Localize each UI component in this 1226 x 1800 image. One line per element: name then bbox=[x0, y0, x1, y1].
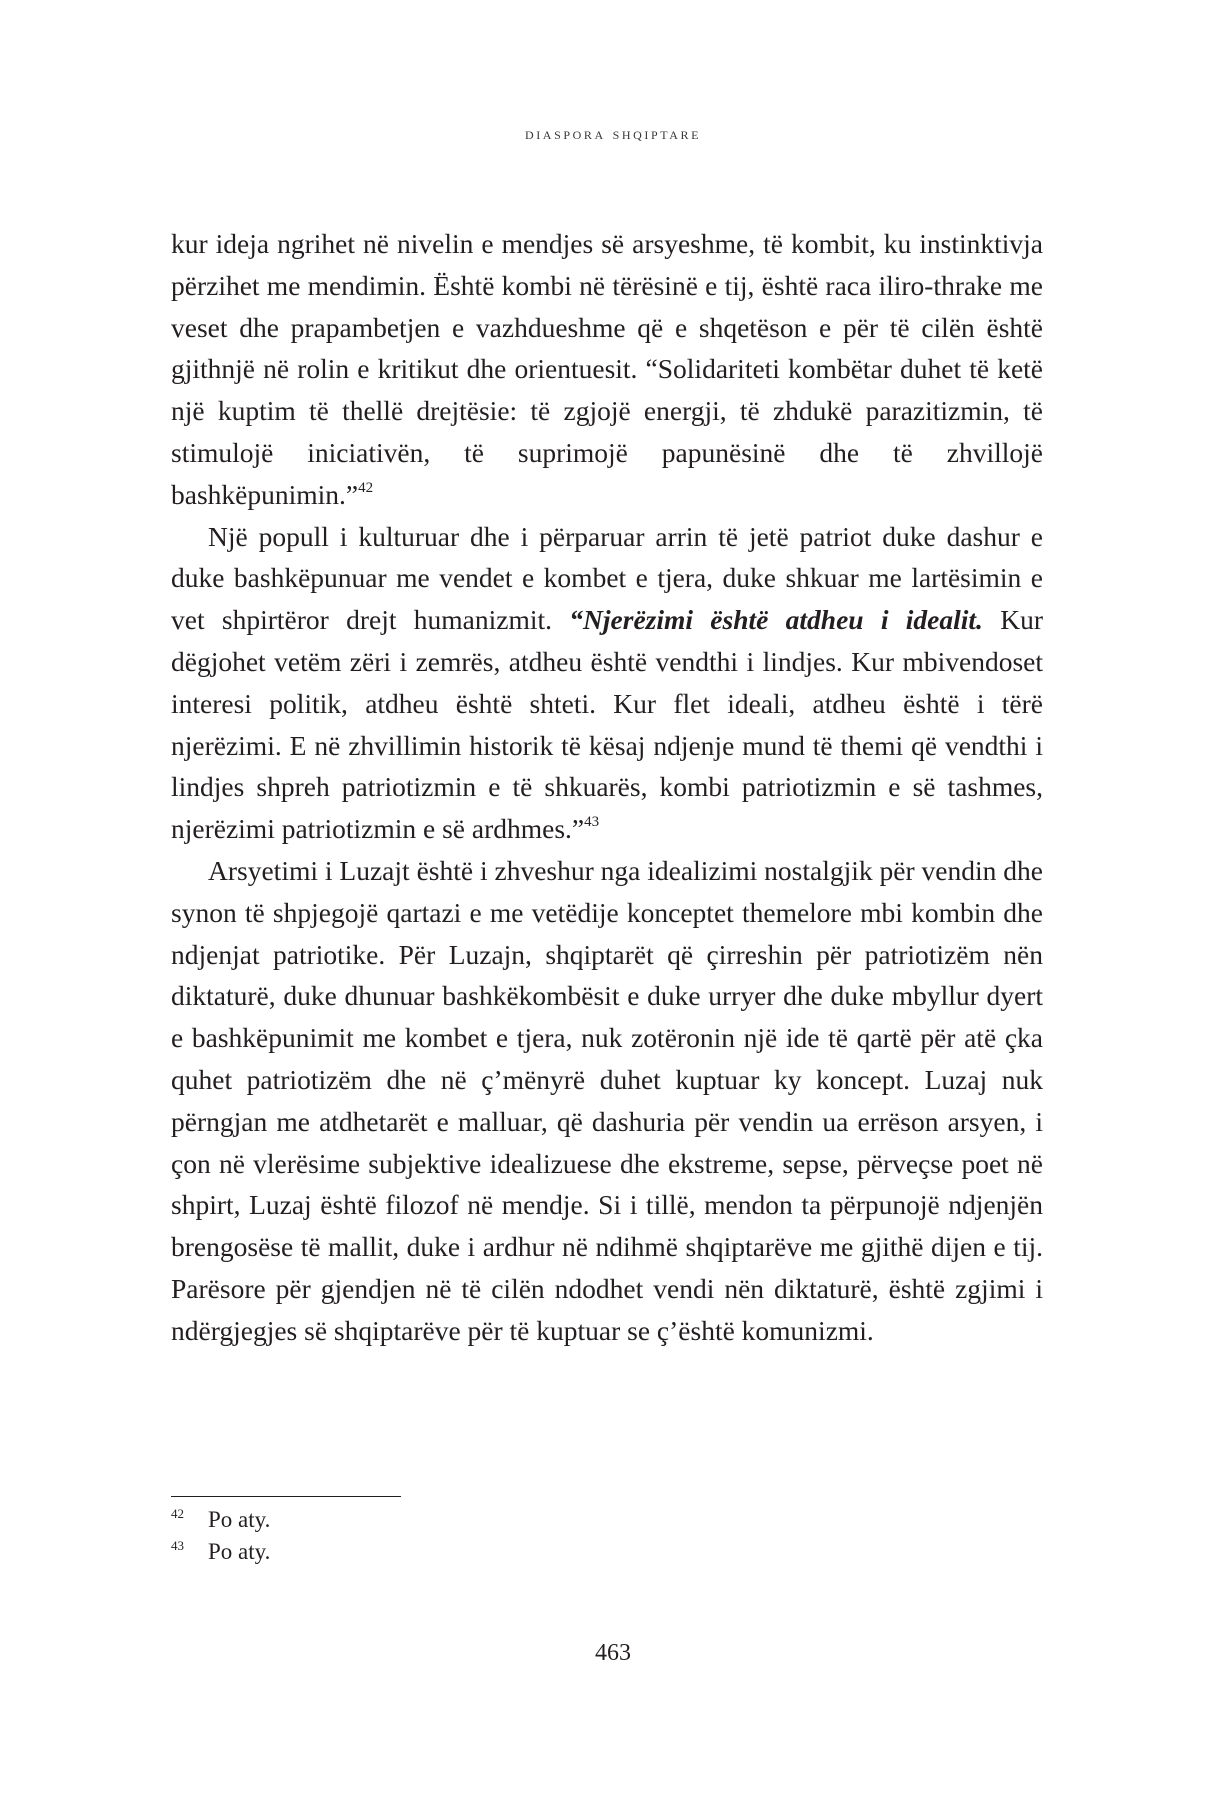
footnote-divider bbox=[171, 1496, 401, 1497]
body-text bbox=[171, 223, 1043, 1352]
page-number: 463 bbox=[595, 1640, 631, 1666]
footnote-ref-42: 42 bbox=[358, 479, 374, 496]
footnotes bbox=[171, 1504, 771, 1568]
paragraph-2-emphasis: “Njerëzimi është atdheu i idealit. bbox=[569, 604, 983, 636]
footnote-text: Po aty. bbox=[208, 1507, 271, 1532]
footnote-number: 43 bbox=[171, 1538, 184, 1553]
footnote-number: 42 bbox=[171, 1506, 184, 1521]
paragraph-3 bbox=[171, 850, 1043, 1352]
footnote-text: Po aty. bbox=[208, 1539, 271, 1564]
paragraph-1 bbox=[171, 223, 1043, 516]
running-head: diaspora shqiptare bbox=[524, 124, 702, 143]
footnote-42 bbox=[171, 1504, 771, 1536]
footnote-ref-43: 43 bbox=[584, 814, 600, 831]
paragraph-3-text: Arsyetimi i Luzajt është i zhveshur nga idealizimi nostalgjik për vendin dhe synon të shpjegojë qartazi e me vetëdije konceptet themelore mbi kombin dhe ndjenjat patriotike. Për Luzajn, shqiptarët që çirreshin për patriotizëm nën diktaturë, duke dhunuar bashkëkombësit e duke urryer dhe duke mbyllur dyert e bashkëpunimit me kombet e tjera, nuk zotëronin një ide të qartë për atë çka quhet patriotizëm dhe në ç’mënyrë duhet kuptuar ky koncept. Luzaj nuk përngjan me atdhetarët e malluar, që dashuria për vendin ua errëson arsyen, i çon në vlerësime subjektive idealizuese dhe ekstreme, sepse, përveçse poet në shpirt, Luzaj është filozof në mendje. Si i tillë, mendon ta përpunojë ndjenjën brengosëse të mallit, duke i ardhur në ndihmë shqiptarëve me gjithë dijen e tij. Parësore për gjendjen në të cilën ndodhet vendi nën diktaturë, është zgjimi i ndërgjegjes së shqiptarëve për të kuptuar se ç’është komunizmi. bbox=[171, 854, 1043, 1346]
paragraph-2-rest: Kur dëgjohet vetëm zëri i zemrës, atdheu është vendthi i lindjes. Kur mbivendoset interesi politik, atdheu është shteti. Kur flet ideali, atdheu është i tërë njerëzimi. E në zhvillimin historik të kësaj ndjenje mund të themi që vendthi i lindjes shpreh patriotizmin e të shkuarës, kombi patriotizmin e së tashmes, njerëzimi patriotizmin e së ardhmes.” bbox=[171, 604, 1043, 845]
paragraph-1-text: kur ideja ngrihet në nivelin e mendjes së arsyeshme, të kombit, ku instinktivja përzihet me mendimin. Është kombi në tërësinë e tij, është raca iliro-thrake me veset dhe prapambetjen e vazhdueshme që e shqetëson e për të cilën është gjithnjë në rolin e kritikut dhe orientuesit. “Solidariteti kombëtar duhet të ketë një kuptim të thellë drejtësie: të zgjojë energji, të zhdukë parazitizmin, të stimulojë iniciativën, të suprimojë papunësinë dhe të zhvillojë bashkëpunimin.” bbox=[171, 228, 1043, 510]
paragraph-2 bbox=[171, 516, 1043, 850]
paragraph-2-text: Një popull i kulturuar dhe i përparuar arrin të jetë patriot duke dashur e duke bashkëpunuar me vendet e kombet e tjera, duke shkuar me lartësimin e vet shpirtëror drejt humanizmit. bbox=[171, 520, 1043, 636]
footnote-43 bbox=[171, 1536, 771, 1568]
